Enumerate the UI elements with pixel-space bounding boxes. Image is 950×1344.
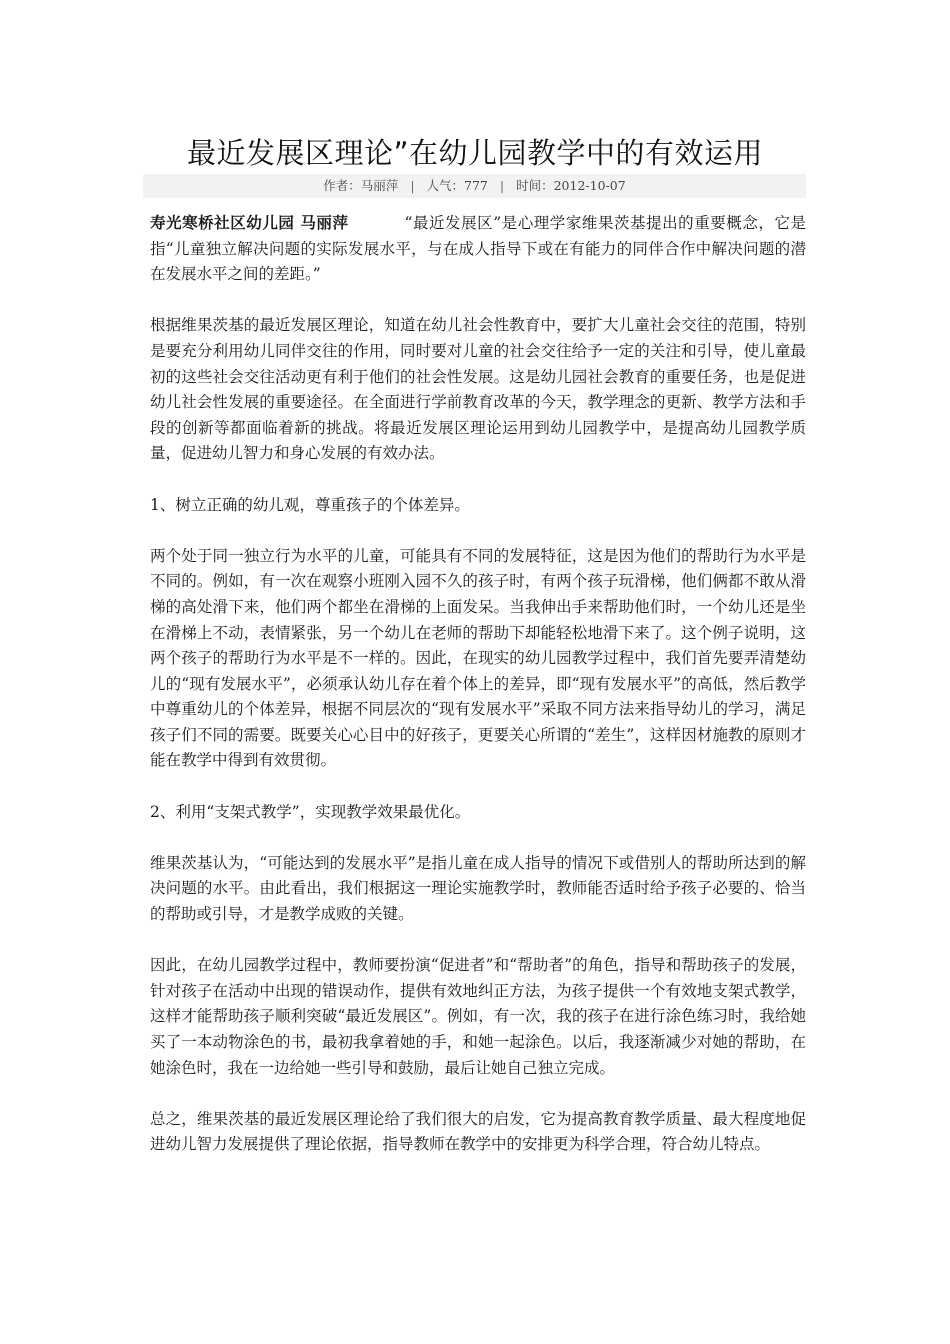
date-meta: 时间：2012-10-07 (516, 178, 626, 193)
article-title: 最近发展区理论”在幼儿园教学中的有效运用 (186, 136, 764, 170)
views-meta: 人气：777 (426, 178, 488, 193)
meta-separator: | (410, 178, 415, 193)
byline: 寿光寒桥社区幼儿园 马丽萍 (150, 213, 349, 232)
meta-separator: | (499, 178, 505, 193)
conclusion-paragraph: 总之，维果茨基的最近发展区理论给了我们很大的启发，它为提高教育教学质量、最大程度地促进幼儿智力发展提供了理论依据，指导教师在教学中的安排更为科学合理，符合幼儿特点。 (150, 1109, 806, 1154)
article-body (150, 210, 806, 1184)
intro-text: “最近发展区”是心理学家维果茨基提出的重要概念，它是指“儿童独立解决问题的实际发展水平，与在成人指导下或在有能力的同伴合作中解决问题的潜在发展水平之间的差距。” (150, 214, 806, 284)
body-paragraph: 两个处于同一独立行为水平的儿童，可能具有不同的发展特征，这是因为他们的帮助行为水平是不同的。例如，有一次在观察小班刚入园不久的孩子时，有两个孩子玩滑梯，他们俩都不敢从滑梯的高处滑下来，他们两个都坐在滑梯的上面发呆。当我伸出手来帮助他们时，一个幼儿还是坐在滑梯上不动，表情紧张，另一个幼儿在老师的帮助下却能轻松地滑下来了。这个例子说明，这两个孩子的帮助行为水平是不一样的。因此，在现实的幼儿园教学过程中，我们首先要弄清楚幼儿的“现有发展水平”，必须承认幼儿存在着个体上的差异，即“现有发展水平”的高低，然后教学中尊重幼儿的个体差异，根据不同层次的“现有发展水平”采取不同方法来指导幼儿的学习，满足孩子们不同的需要。既要关心心目中的好孩子，更要关心所谓的“差生”，这样因材施教的原则才能在教学中得到有效贯彻。 (150, 546, 806, 770)
section-heading-2: 2、利用“支架式教学”，实现教学效果最优化。 (150, 802, 471, 821)
body-paragraph: 维果茨基认为，“可能达到的发展水平”是指儿童在成人指导的情况下或借别人的帮助所达到的解决问题的水平。由此看出，我们根据这一理论实施教学时，教师能否适时给予孩子必要的、恰当的帮助或引导，才是教学成败的关键。 (150, 853, 806, 924)
body-paragraph: 因此，在幼儿园教学过程中，教师要扮演“促进者”和“帮助者”的角色，指导和帮助孩子的发展，针对孩子在活动中出现的错误动作，提供有效地纠正方法，为孩子提供一个有效地支架式教学，这样才能帮助孩子顺利突破“最近发展区”。例如，有一次，我的孩子在进行涂色练习时，我给她买了一本动物涂色的书，最初我拿着她的手，和她一起涂色。以后，我逐渐减少对她的帮助，在她涂色时，我在一边给她一些引导和鼓励，最后让她自己独立完成。 (150, 956, 806, 1077)
section-heading-1: 1、树立正确的幼儿观，尊重孩子的个体差异。 (150, 495, 470, 514)
body-paragraph: 根据维果茨基的最近发展区理论，知道在幼儿社会性教育中，要扩大儿童社会交往的范围，特别是要充分利用幼儿同伴交往的作用，同时要对儿童的社会交往给予一定的关注和引导，使儿童最初的这些社会交往活动更有利于他们的社会性发展。这是幼儿园社会教育的重要任务，也是促进幼儿社会性发展的重要途径。在全面进行学前教育改革的今天，教学理念的更新、教学方法和手段的创新等都面临着新的挑战。将最近发展区理论运用到幼儿园教学中，是提高幼儿园教学质量，促进幼儿智力和身心发展的有效办法。 (150, 316, 806, 463)
intro-paragraph (150, 210, 806, 288)
article-meta-bar (143, 174, 806, 198)
author-meta: 作者：马丽萍 (323, 178, 399, 193)
